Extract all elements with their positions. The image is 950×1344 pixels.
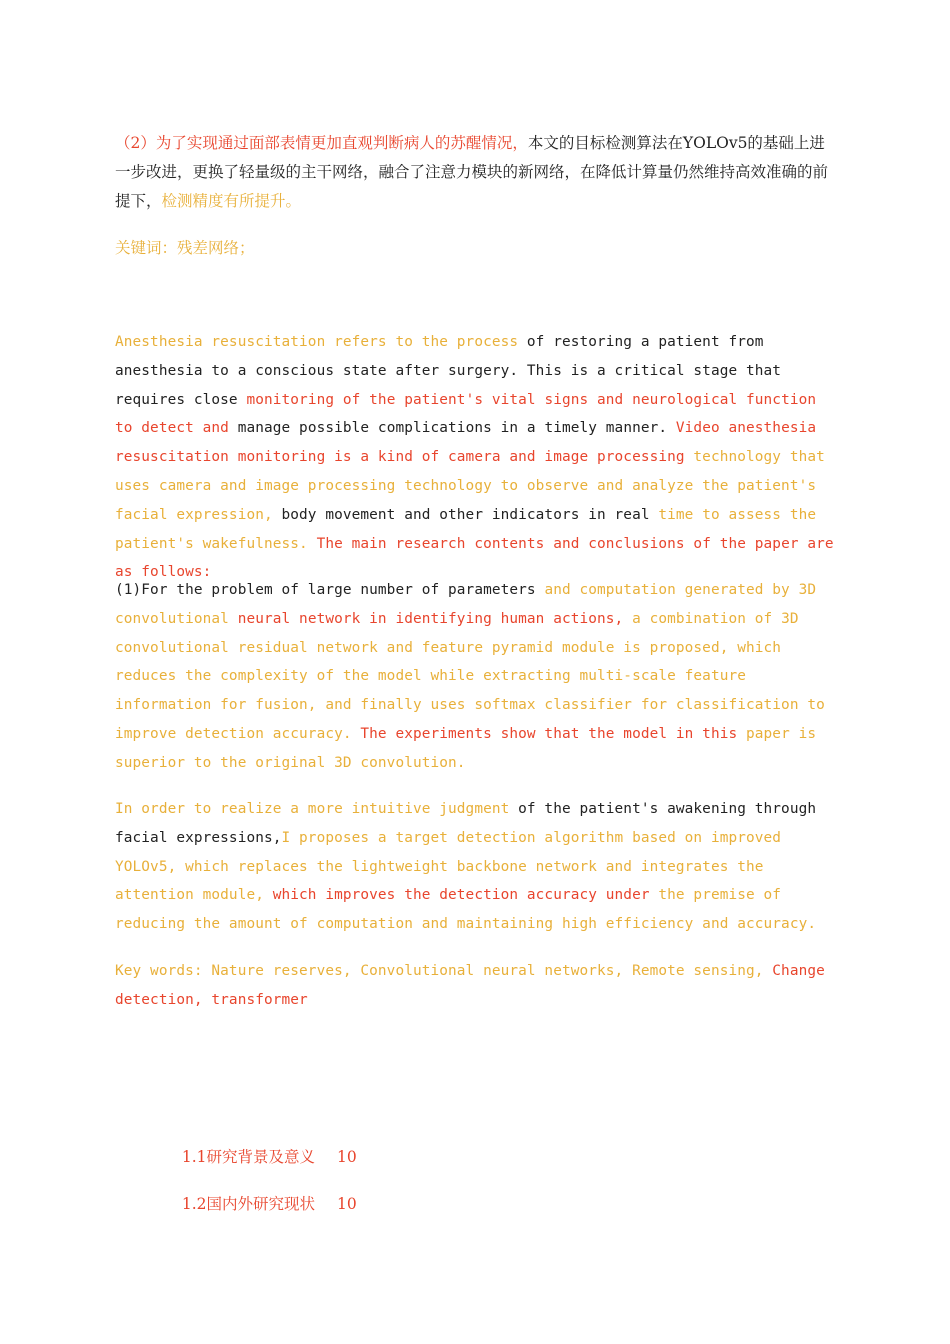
text-run: The experiments show that the model in this [360, 725, 747, 742]
text-run: of the patient's awakening through facial expressions, [115, 801, 817, 846]
toc-entry-1-2[interactable] [172, 1174, 357, 1214]
text-run: technology that uses camera and image processing technology to observe and analyze the patient's facial expression, [115, 449, 825, 523]
text-run: which improves the detection accuracy under [272, 887, 659, 904]
text-run: and computation generated by 3D convolutional [115, 582, 817, 627]
text-run: (1)For the problem of large number of parameters [115, 582, 545, 598]
point-2-paragraph [115, 795, 840, 939]
text-run: time to assess the patient's wakefulness. [115, 506, 817, 552]
text-run: manage possible complications in a timely manner. [237, 420, 676, 437]
text-run: The main research contents and conclusions of the paper are as follows: [115, 535, 834, 581]
text-run: 检测精度有所提升。 [161, 192, 302, 210]
text-run: In order to realize a more intuitive judgment [115, 801, 519, 817]
text-run: of restoring a patient from anesthesia to a conscious state after surgery. This is a critical stage that requires close [115, 334, 782, 408]
abstract-paragraph [115, 328, 840, 587]
text-run: Video anesthesia resuscitation monitoring is a kind of camera and image processing [115, 420, 817, 466]
toc-label: 1.2国内外研究现状 [181, 1195, 316, 1213]
text-run: I proposes a target detection algorithm based on improved YOLOv5, which replaces the lightweight backbone network and integrates the attention module, [115, 829, 782, 904]
text-run: neural network in identifying human actions, [237, 610, 633, 627]
keywords-paragraph [115, 957, 840, 1015]
chinese-paragraph [115, 129, 840, 216]
text-run: 本文的目标检测算法在YOLOv5的基础上进一步改进，更换了轻量级的主干网络，融合了注意力模块的新网络，在降低计算量仍然维持高效准确的前提下， [115, 134, 829, 210]
text-run: Anesthesia resuscitation refers to the process [115, 334, 527, 350]
text-run: the premise of reducing the amount of computation and maintaining high efficiency and accuracy. [115, 887, 817, 933]
text-run: body movement and other indicators in real [281, 506, 659, 523]
toc-entry-1-1[interactable] [172, 1127, 357, 1167]
toc-page-number: 10 [337, 1195, 357, 1213]
chinese-keywords: 关键词：残差网络； [115, 239, 255, 257]
text-run: paper is superior to the original 3D convolution. [115, 725, 817, 771]
text-run: （2）为了实现通过面部表情更加直观判断病人的苏醒情况， [115, 134, 528, 152]
text-run: Change detection, transformer [115, 963, 825, 1008]
toc-label: 1.1研究背景及意义 [181, 1148, 316, 1166]
toc-page-number: 10 [337, 1148, 357, 1166]
text-run: a combination of 3D convolutional residual network and feature pyramid module is proposed, which reduces the complexity of the model while extracting multi-scale feature information for fusion, and finally uses softmax classifier for classification to improve detection accuracy. [115, 610, 825, 742]
text-run: Key words: Nature reserves, Convolutional neural networks, Remote sensing, [115, 963, 773, 979]
text-run: monitoring of the patient's vital signs and neurological function to detect and [115, 391, 817, 437]
point-1-paragraph [115, 576, 840, 778]
